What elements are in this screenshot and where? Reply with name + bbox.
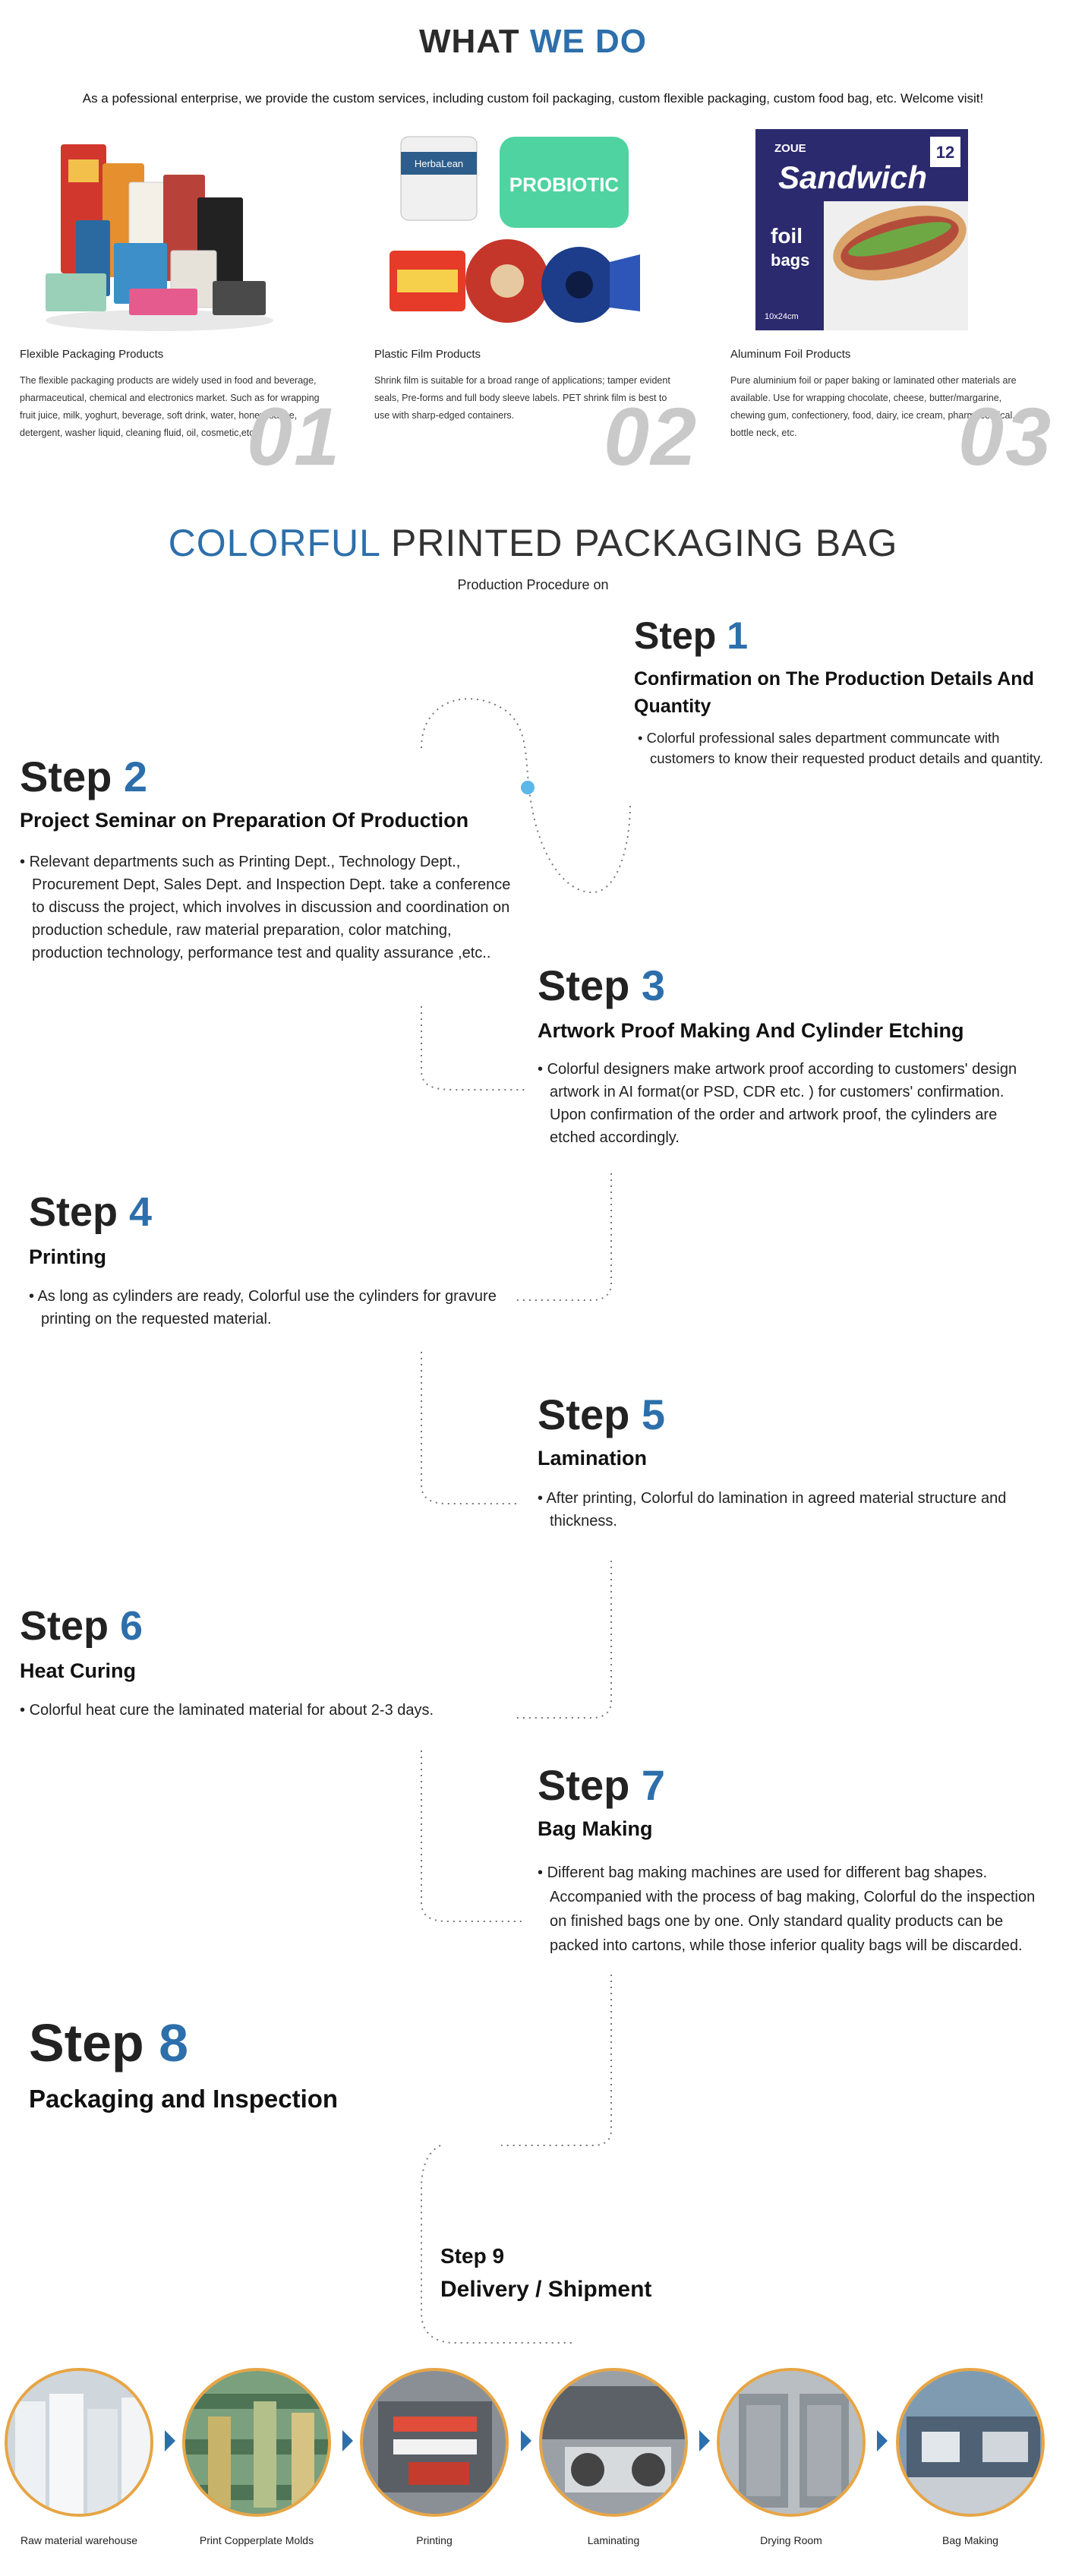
step-6-title: Heat Curing — [20, 1659, 137, 1682]
step-1-bullet: • Colorful professional sales department communcate with customers to know their requested product details and quantity. — [638, 730, 1043, 766]
step-5-body — [538, 1487, 1054, 1533]
process-label-molds: Print Copperplate Molds — [199, 2534, 314, 2546]
step-word: Step — [538, 961, 630, 1009]
step-2-body — [20, 851, 513, 964]
step-number: 8 — [159, 2013, 189, 2072]
step-word: Step — [634, 614, 717, 657]
step-number: 4 — [129, 1189, 153, 1235]
process-image-laminating — [539, 2368, 688, 2517]
roll-label-text: PROBIOTIC — [509, 173, 620, 196]
step-word: Step — [20, 1603, 109, 1649]
procedure-subtitle: Production Procedure on — [457, 577, 609, 592]
step-7-bullet: • Different bag making machines are used for different bag shapes. Accompanied with the process of bag making, Colorful do the inspection on finished bags one by one. Only standard quality products can be packed into cartons, while those inferior quality bags will be discarded. — [538, 1864, 1036, 1954]
step-2-bullet: • Relevant departments such as Printing Dept., Technology Dept., Procurement Dept, Sales Dept. and Inspection Dept. take a conference to discuss the project, which involves in discussion and coordination on production schedule, raw material preparation, color matching, production technology, performance test and quality assurance ,etc.. — [20, 854, 511, 961]
step-4-body — [29, 1285, 500, 1331]
step-word: Step — [20, 753, 112, 800]
step-8-label — [29, 2012, 188, 2073]
product-number-03: 03 — [958, 390, 1053, 482]
product-number-01: 01 — [247, 390, 342, 482]
process-label-drying: Drying Room — [760, 2534, 822, 2546]
process-label-bag-making: Bag Making — [942, 2534, 998, 2546]
step-4-title: Printing — [29, 1245, 106, 1268]
intro-text: As a pofessional enterprise, we provide the custom services, including custom foil packaging, custom flexible packaging, custom food bag, etc. Welcome visit! — [82, 91, 984, 106]
process-image-molds — [182, 2368, 331, 2517]
step-9-label — [440, 2244, 504, 2268]
procedure-heading-plain: PRINTED PACKAGING BAG — [380, 522, 898, 564]
process-arrow-3 — [521, 2430, 531, 2451]
process-label-printing: Printing — [416, 2534, 453, 2546]
bag-sub-text: bags — [771, 251, 810, 270]
step-6-label — [20, 1602, 143, 1649]
step-word: Step — [29, 2013, 144, 2072]
step-3-label — [538, 961, 665, 1010]
process-image-drying — [717, 2368, 866, 2517]
progress-dot — [521, 781, 535, 794]
process-arrow-1 — [165, 2430, 175, 2451]
step-2-label — [20, 752, 147, 801]
product-desc-film: Shrink film is suitable for a broad range of applications; tamper evident seals, Pre-forms and full body sleeve labels. PET shrink film is best to use with sharp-edged containers. — [374, 375, 670, 421]
heading-accent: WE DO — [529, 23, 648, 60]
step-word: Step — [538, 1761, 630, 1809]
step-word: Step — [29, 1189, 118, 1235]
step-1-bullet-text: Colorful professional sales department communcate with customers to know their requested product details and quantity. — [646, 730, 1043, 766]
process-arrow-4 — [699, 2430, 710, 2451]
step-7-bullet-text: Different bag making machines are used for different bag shapes. Accompanied with the process of bag making, Colorful do the inspection on finished bags one by one. Only standard quality products can be packed into cartons, while those inferior quality bags will be discarded. — [547, 1864, 1036, 1954]
step-6-bullet-text: Colorful heat cure the laminated material for about 2-3 days. — [29, 1702, 434, 1719]
step-number: 7 — [641, 1761, 666, 1809]
step-1-title: Confirmation on The Production Details And Quantity — [634, 668, 1034, 717]
step-number: 5 — [641, 1391, 666, 1438]
step-6-bullet: • Colorful heat cure the laminated material for about 2-3 days. — [20, 1702, 434, 1719]
step-4-bullet-text: As long as cylinders are ready, Colorful use the cylinders for gravure printing on the requested material. — [37, 1288, 497, 1327]
process-image-warehouse — [5, 2368, 153, 2517]
step-2-title: Project Seminar on Preparation Of Production — [20, 809, 469, 832]
step-5-bullet: • After printing, Colorful do lamination in agreed material structure and thickness. — [538, 1490, 1007, 1530]
product-title-film: Plastic Film Products — [374, 348, 481, 361]
step-8-title: Packaging and Inspection — [29, 2085, 339, 2113]
can-label-text: HerbaLean — [414, 158, 464, 169]
step-6-body — [20, 1699, 521, 1722]
step-4-bullet: • As long as cylinders are ready, Colorful use the cylinders for gravure printing on the requested material. — [29, 1288, 497, 1327]
step-5-bullet-text: After printing, Colorful do lamination in agreed material structure and thickness. — [546, 1490, 1007, 1530]
step-5-label — [538, 1390, 665, 1439]
process-label-laminating: Laminating — [587, 2534, 640, 2546]
bag-headline-text: Sandwich — [778, 159, 928, 195]
product-title-flexible: Flexible Packaging Products — [20, 348, 164, 361]
step-3-title: Artwork Proof Making And Cylinder Etching — [538, 1019, 964, 1042]
step-1-body — [638, 728, 1063, 769]
step-number: 2 — [123, 753, 148, 800]
bag-big-text: foil — [771, 224, 803, 248]
step-number: 3 — [641, 961, 666, 1009]
step-4-label — [29, 1189, 152, 1236]
step-5-title: Lamination — [538, 1447, 648, 1470]
step-7-title: Bag Making — [538, 1817, 653, 1840]
step-number: 6 — [120, 1603, 144, 1649]
step-word: Step — [440, 2244, 487, 2268]
bag-brand-text: ZOUE — [774, 142, 806, 155]
step-number: 9 — [492, 2244, 505, 2268]
step-9-title: Delivery / Shipment — [440, 2277, 652, 2302]
process-image-bag-making — [896, 2368, 1045, 2517]
process-label-warehouse: Raw material warehouse — [20, 2534, 138, 2546]
product-title-foil: Aluminum Foil Products — [730, 348, 851, 361]
step-7-body — [538, 1861, 1054, 1958]
product-number-02: 02 — [604, 390, 699, 482]
bag-size-text: 10x24cm — [765, 312, 799, 321]
step-3-body — [538, 1058, 1031, 1149]
procedure-heading-accent: COLORFUL — [168, 522, 380, 564]
process-image-printing — [360, 2368, 509, 2517]
process-arrow-5 — [877, 2430, 888, 2451]
step-7-label — [538, 1760, 665, 1810]
bag-count-text: 12 — [935, 143, 955, 162]
step-3-bullet-text: Colorful designers make artwork proof according to customers' design artwork in AI format(or PSD, CDR etc. ) for customers' confirmation. Upon confirmation of the order and artwork proof, the cylinders are etched accordingly. — [547, 1061, 1017, 1146]
step-word: Step — [538, 1391, 630, 1438]
product-desc-flexible: The flexible packaging products are widely used in food and beverage, pharmaceutical, chemical and electronics market. Such as for wrapping fruit juice, milk, yoghurt, beverage, soft drink, water, honey, sauce, detergent, washer liquid, cleaning fluid, oil, cosmetic,etc. — [20, 375, 320, 438]
heading-plain: WHAT — [418, 23, 530, 60]
step-1-label — [634, 614, 748, 658]
step-2-bullet-text: Relevant departments such as Printing Dept., Technology Dept., Procurement Dept, Sales Dept. and Inspection Dept. take a conference to discuss the project, which involves in discussion and coordination on production schedule, raw material preparation, color matching, production technology, performance test and quality assurance ,etc.. — [29, 854, 511, 961]
step-number: 1 — [727, 614, 749, 657]
step-3-bullet: • Colorful designers make artwork proof according to customers' design artwork in AI format(or PSD, CDR etc. ) for customers' confirmation. Upon confirmation of the order and artwork proof, the cylinders are etched accordingly. — [538, 1061, 1017, 1146]
product-desc-foil: Pure aluminium foil or paper baking or laminated other materials are available. Use for wrapping chocolate, cheese, butter/margarine, chewing gum, confectionery, food, dairy, ice cream, pharmaceutical, bottle neck, etc. — [730, 375, 1017, 438]
process-arrow-2 — [342, 2430, 353, 2451]
